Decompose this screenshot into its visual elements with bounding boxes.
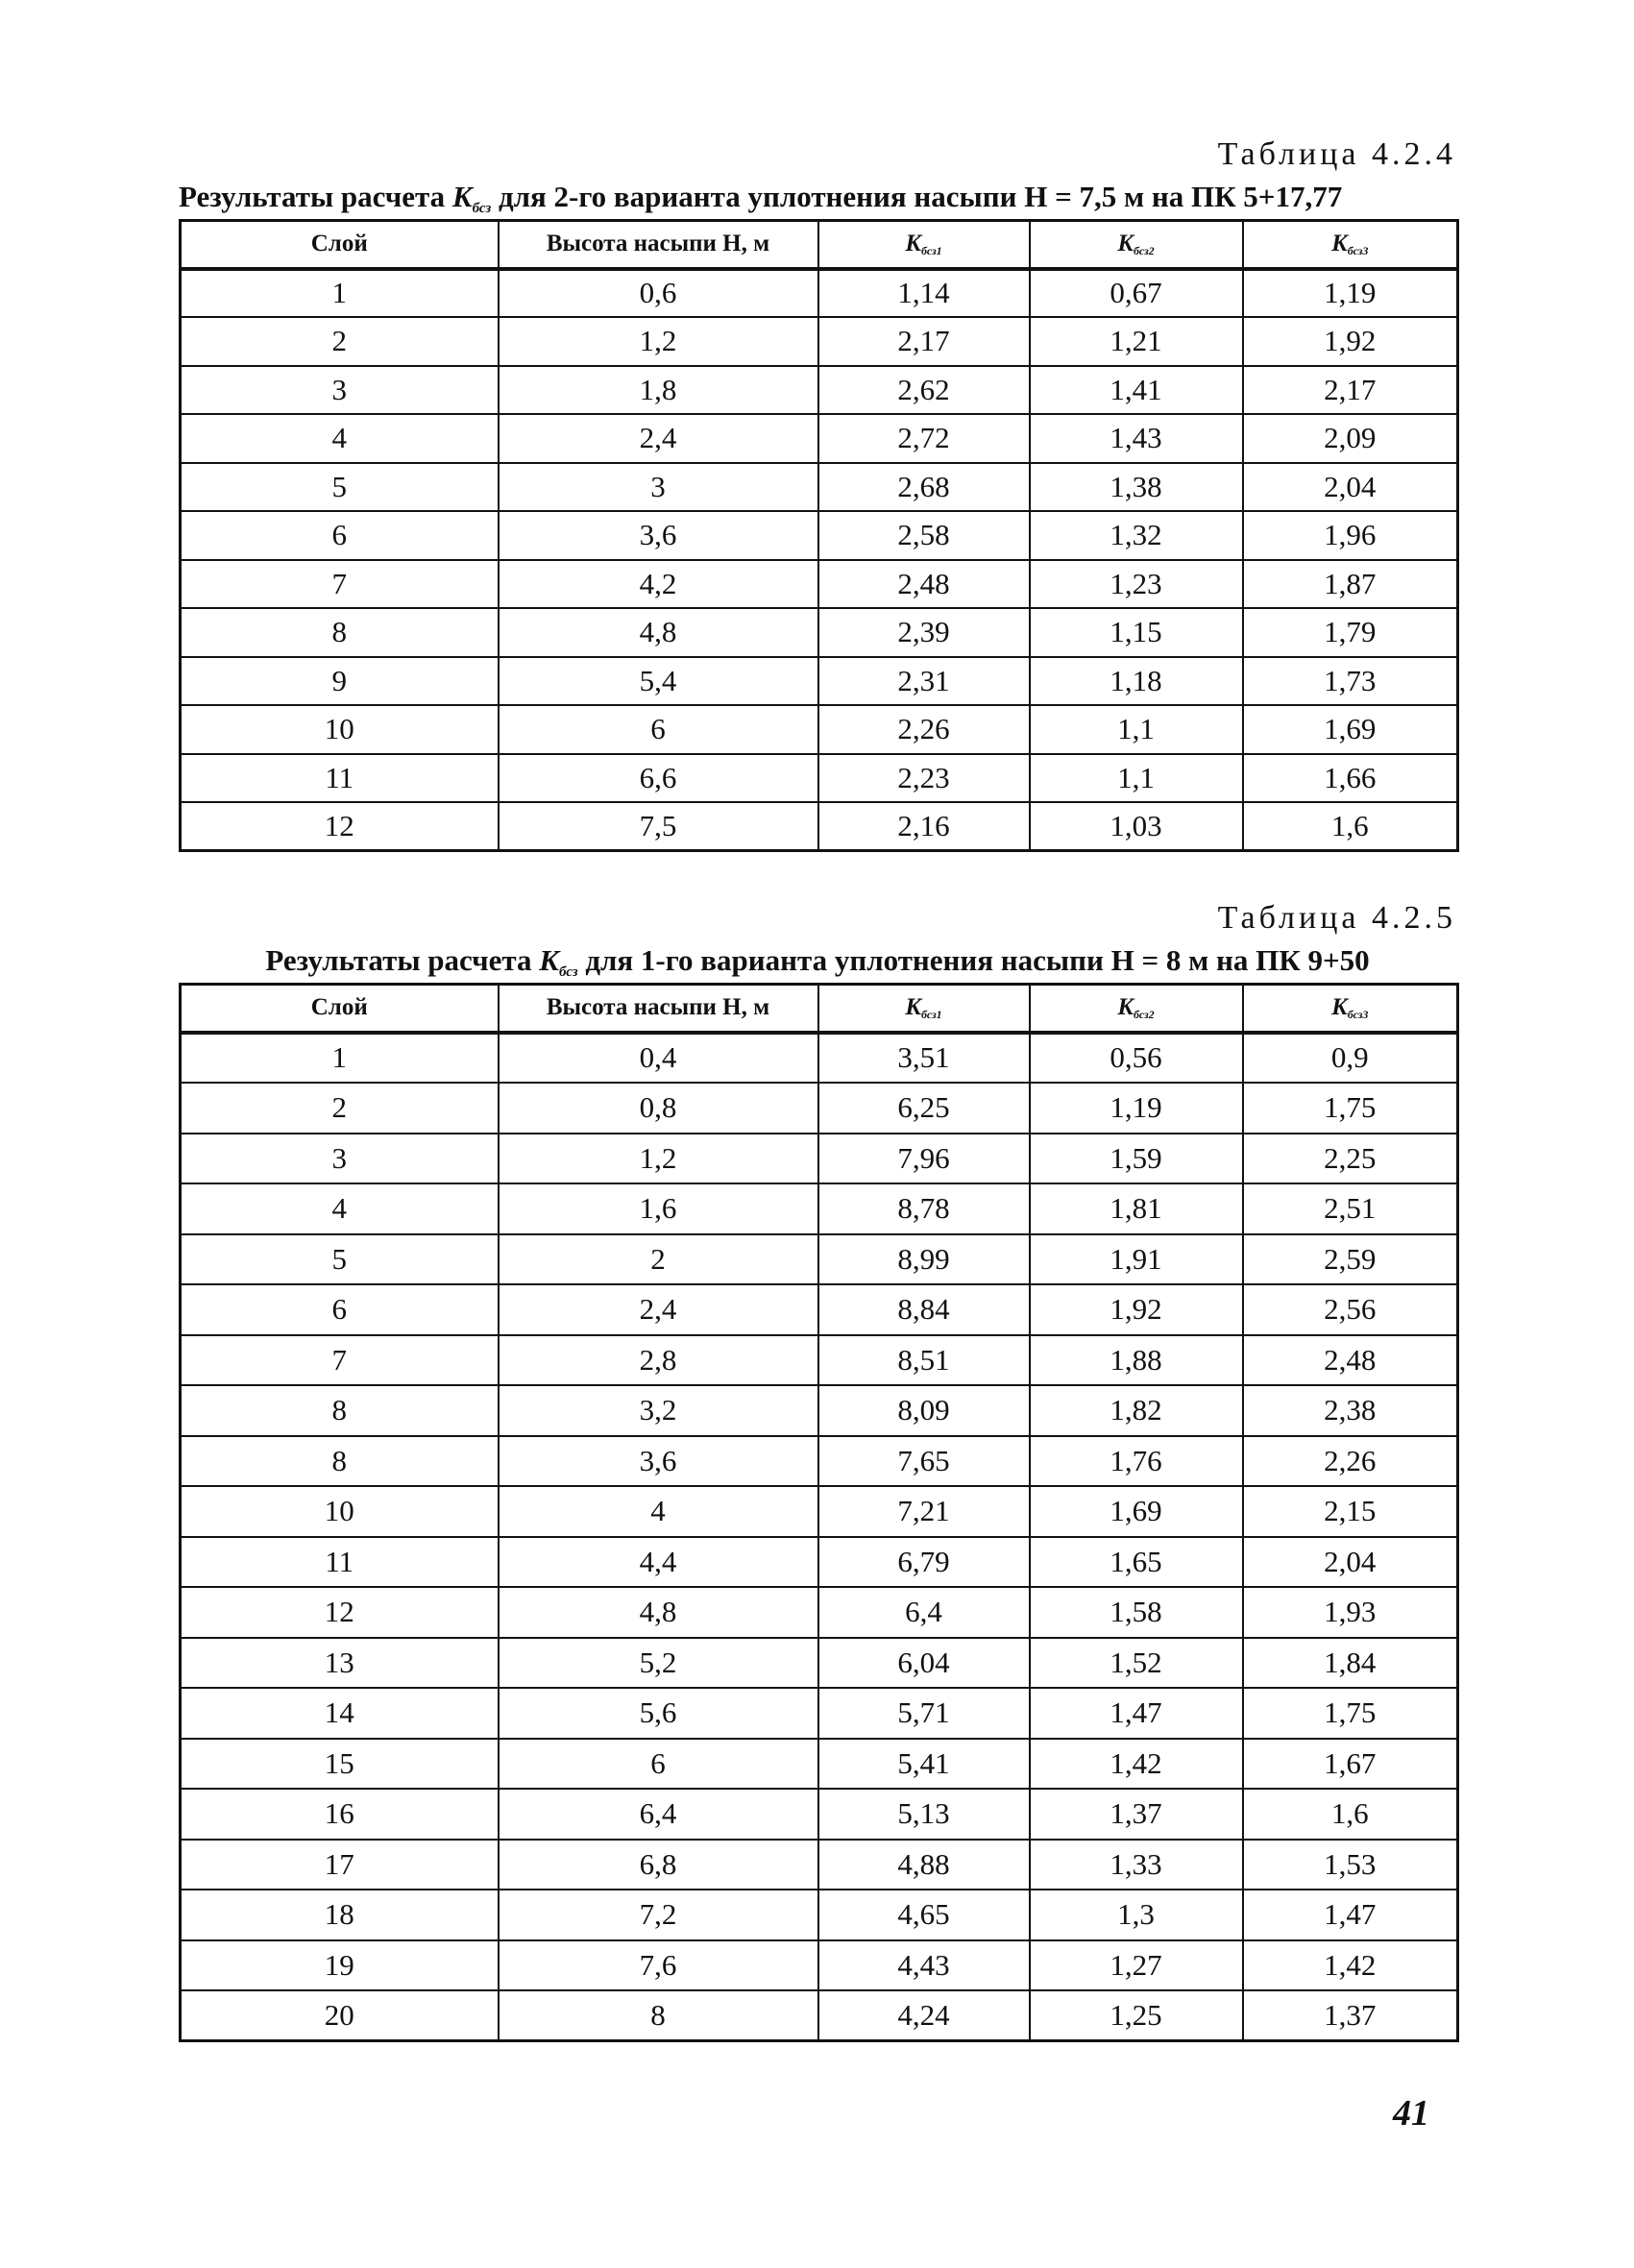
table-cell: 1,27 [1030,1940,1243,1991]
table-cell: 8,78 [818,1183,1030,1234]
table-cell: 4,24 [818,1990,1030,2041]
table-cell: 2 [181,1083,499,1134]
table-cell: 1,67 [1243,1739,1458,1790]
table-row [181,802,1458,851]
table-block-4-2-5 [179,898,1456,2042]
table-row [181,608,1458,657]
table-cell: 1,81 [1030,1183,1243,1234]
table-cell: 4,8 [499,608,818,657]
table-cell: 1,58 [1030,1587,1243,1638]
table-label: Таблица 4.2.5 [1217,900,1456,936]
table-cell: 1,03 [1030,802,1243,851]
title-text-post: для 1-го варианта уплотнения насыпи H = 8 м на ПК 9+50 [577,943,1370,977]
table-cell: 3 [499,463,818,512]
table-cell: 1,19 [1243,269,1458,318]
table-cell: 2,25 [1243,1134,1458,1184]
table-cell: 5,41 [818,1739,1030,1790]
table-cell: 0,56 [1030,1033,1243,1084]
table-cell: 1,52 [1030,1638,1243,1689]
table-cell: 2,17 [818,317,1030,366]
table-cell: 1,82 [1030,1385,1243,1436]
table-cell: 8,09 [818,1385,1030,1436]
table-cell: 1,8 [499,366,818,415]
results-table-4-2-4 [179,219,1459,852]
table-cell: 2,17 [1243,366,1458,415]
table-cell: 10 [181,705,499,754]
table-row [181,1537,1458,1588]
table-cell: 2,48 [1243,1335,1458,1386]
table-cell: 8,84 [818,1284,1030,1335]
table-row [181,1284,1458,1335]
table-cell: 6,25 [818,1083,1030,1134]
table-cell: 1,88 [1030,1335,1243,1386]
table-cell: 0,67 [1030,269,1243,318]
table-cell: 6,79 [818,1537,1030,1588]
table-cell: 11 [181,754,499,803]
table-cell: 1,1 [1030,705,1243,754]
table-cell: 0,9 [1243,1033,1458,1084]
table-cell: 19 [181,1940,499,1991]
table-cell: 1,69 [1030,1486,1243,1537]
table-cell: 1,15 [1030,608,1243,657]
table-row [181,1234,1458,1285]
table-cell: 5,2 [499,1638,818,1689]
table-header-row [181,221,1458,269]
table-cell: 11 [181,1537,499,1588]
table-cell: 4 [499,1486,818,1537]
table-body [181,269,1458,851]
table-cell: 1,42 [1030,1739,1243,1790]
table-row [181,1033,1458,1084]
table-cell: 1,41 [1030,366,1243,415]
table-cell: 7,2 [499,1890,818,1940]
table-cell: 6 [499,705,818,754]
table-cell: 4 [181,1183,499,1234]
table-cell: 2,26 [818,705,1030,754]
table-cell: 8,51 [818,1335,1030,1386]
header-height: Высота насыпи H, м [499,221,818,269]
table-cell: 16 [181,1789,499,1840]
table-cell: 1,75 [1243,1688,1458,1739]
table-cell: 0,4 [499,1033,818,1084]
table-row [181,366,1458,415]
table-cell: 6,8 [499,1840,818,1890]
header-k1: $K_{бсз1}$ [818,221,1030,269]
table-cell: 2,16 [818,802,1030,851]
table-row [181,1083,1458,1134]
title-text-post: для 2-го варианта уплотнения насыпи H = 7,5 м на ПК 5+17,77 [491,180,1343,213]
table-cell: 7,5 [499,802,818,851]
table-cell: 3 [181,1134,499,1184]
table-cell: 2,56 [1243,1284,1458,1335]
table-cell: 5 [181,463,499,512]
table-row [181,1688,1458,1739]
table-cell: 6 [181,511,499,560]
table-cell: 3,6 [499,511,818,560]
header-layer: Слой [181,985,499,1033]
table-cell: 2,72 [818,414,1030,463]
table-cell: 4,4 [499,1537,818,1588]
table-cell: 2,26 [1243,1436,1458,1487]
table-row [181,463,1458,512]
table-title [179,939,1456,983]
table-cell: 7 [181,1335,499,1386]
table-cell: 7,96 [818,1134,1030,1184]
table-cell: 7,21 [818,1486,1030,1537]
table-cell: 1,2 [499,317,818,366]
table-cell: 4,43 [818,1940,1030,1991]
table-row [181,1335,1458,1386]
results-table-4-2-5 [179,983,1459,2042]
header-k3: $K_{бсз3}$ [1243,221,1458,269]
table-cell: 1,2 [499,1134,818,1184]
header-k2: $K_{бсз2}$ [1030,985,1243,1033]
table-cell: 1,87 [1243,560,1458,609]
table-cell: 5,13 [818,1789,1030,1840]
table-row [181,560,1458,609]
table-cell: 6,6 [499,754,818,803]
title-k-subscript: бсз [472,201,492,216]
table-cell: 13 [181,1638,499,1689]
table-cell: 1,84 [1243,1638,1458,1689]
title-text-pre: Результаты расчета [179,180,452,213]
table-cell: 1,19 [1030,1083,1243,1134]
table-cell: 5 [181,1234,499,1285]
table-row [181,317,1458,366]
table-cell: 1,37 [1030,1789,1243,1840]
table-cell: 6 [499,1739,818,1790]
table-cell: 14 [181,1688,499,1739]
table-cell: 1,66 [1243,754,1458,803]
table-header-row [181,985,1458,1033]
table-cell: 1,96 [1243,511,1458,560]
table-cell: 1,73 [1243,657,1458,706]
table-cell: 2,4 [499,414,818,463]
table-cell: 6,04 [818,1638,1030,1689]
table-row [181,1486,1458,1537]
table-cell: 1,59 [1030,1134,1243,1184]
table-cell: 12 [181,1587,499,1638]
table-cell: 8 [181,608,499,657]
table-cell: 17 [181,1840,499,1890]
table-cell: 15 [181,1739,499,1790]
header-k2: $K_{бсз2}$ [1030,221,1243,269]
table-cell: 2,4 [499,1284,818,1335]
table-cell: 5,71 [818,1688,1030,1739]
table-cell: 5,4 [499,657,818,706]
table-cell: 3,6 [499,1436,818,1487]
table-row [181,657,1458,706]
table-cell: 2,39 [818,608,1030,657]
table-row [181,1739,1458,1790]
table-row [181,511,1458,560]
table-cell: 1,43 [1030,414,1243,463]
table-cell: 1,93 [1243,1587,1458,1638]
title-k-symbol: K [451,180,473,213]
table-cell: 3,51 [818,1033,1030,1084]
table-row [181,1840,1458,1890]
table-cell: 4,88 [818,1840,1030,1890]
table-cell: 0,8 [499,1083,818,1134]
table-cell: 2,8 [499,1335,818,1386]
table-cell: 20 [181,1990,499,2041]
table-cell: 8 [181,1385,499,1436]
table-cell: 5,6 [499,1688,818,1739]
table-cell: 18 [181,1890,499,1940]
table-cell: 2,62 [818,366,1030,415]
table-cell: 8,99 [818,1234,1030,1285]
table-cell: 2,59 [1243,1234,1458,1285]
table-cell: 1,21 [1030,317,1243,366]
table-cell: 1 [181,269,499,318]
table-cell: 1,92 [1030,1284,1243,1335]
table-cell: 7,65 [818,1436,1030,1487]
table-body [181,1033,1458,2041]
table-cell: 6 [181,1284,499,1335]
table-cell: 6,4 [499,1789,818,1840]
table-cell: 1,42 [1243,1940,1458,1991]
header-k1: $K_{бсз1}$ [818,985,1030,1033]
table-cell: 2,48 [818,560,1030,609]
table-cell: 1,53 [1243,1840,1458,1890]
table-cell: 1,18 [1030,657,1243,706]
table-row [181,1990,1458,2041]
header-k3: $K_{бсз3}$ [1243,985,1458,1033]
table-cell: 2,51 [1243,1183,1458,1234]
table-row [181,1436,1458,1487]
table-cell: 1,79 [1243,608,1458,657]
table-cell: 1,37 [1243,1990,1458,2041]
table-cell: 9 [181,657,499,706]
table-cell: 2,09 [1243,414,1458,463]
table-cell: 7,6 [499,1940,818,1991]
header-height: Высота насыпи H, м [499,985,818,1033]
table-cell: 4,2 [499,560,818,609]
table-cell: 1,47 [1030,1688,1243,1739]
table-row [181,414,1458,463]
table-cell: 1,65 [1030,1537,1243,1588]
table-cell: 1,23 [1030,560,1243,609]
table-cell: 2,58 [818,511,1030,560]
table-row [181,705,1458,754]
table-label: Таблица 4.2.4 [1217,136,1456,172]
table-cell: 1,25 [1030,1990,1243,2041]
table-cell: 1,38 [1030,463,1243,512]
table-cell: 1,6 [1243,1789,1458,1840]
table-cell: 2 [181,317,499,366]
table-row [181,1385,1458,1436]
table-cell: 1,3 [1030,1890,1243,1940]
table-cell: 0,6 [499,269,818,318]
table-block-4-2-4 [179,134,1456,852]
table-title [179,175,1456,219]
table-cell: 1,33 [1030,1840,1243,1890]
page-number: 41 [1393,2093,1429,2134]
table-cell: 2 [499,1234,818,1285]
table-cell: 1,1 [1030,754,1243,803]
table-cell: 8 [181,1436,499,1487]
table-cell: 2,15 [1243,1486,1458,1537]
title-k-symbol: K [539,943,559,977]
table-row [181,1134,1458,1184]
title-k-subscript: бсз [558,964,578,980]
table-cell: 2,31 [818,657,1030,706]
table-row [181,1789,1458,1840]
table-cell: 4,65 [818,1890,1030,1940]
table-cell: 1,6 [499,1183,818,1234]
table-cell: 2,23 [818,754,1030,803]
table-cell: 2,04 [1243,1537,1458,1588]
header-layer: Слой [181,221,499,269]
table-row [181,269,1458,318]
table-cell: 6,4 [818,1587,1030,1638]
table-cell: 8 [499,1990,818,2041]
title-text-pre: Результаты расчета [265,943,540,977]
table-cell: 1,47 [1243,1890,1458,1940]
table-cell: 4,8 [499,1587,818,1638]
table-cell: 12 [181,802,499,851]
table-row [181,1890,1458,1940]
table-cell: 1,75 [1243,1083,1458,1134]
table-cell: 1 [181,1033,499,1084]
table-cell: 1,32 [1030,511,1243,560]
table-cell: 1,14 [818,269,1030,318]
table-cell: 1,76 [1030,1436,1243,1487]
table-row [181,754,1458,803]
table-row [181,1940,1458,1991]
table-cell: 3 [181,366,499,415]
table-cell: 2,04 [1243,463,1458,512]
table-row [181,1183,1458,1234]
table-cell: 1,91 [1030,1234,1243,1285]
table-cell: 7 [181,560,499,609]
table-row [181,1587,1458,1638]
table-cell: 1,92 [1243,317,1458,366]
table-cell: 1,69 [1243,705,1458,754]
table-cell: 3,2 [499,1385,818,1436]
table-cell: 4 [181,414,499,463]
table-row [181,1638,1458,1689]
table-cell: 1,6 [1243,802,1458,851]
table-cell: 2,68 [818,463,1030,512]
table-cell: 10 [181,1486,499,1537]
table-cell: 2,38 [1243,1385,1458,1436]
